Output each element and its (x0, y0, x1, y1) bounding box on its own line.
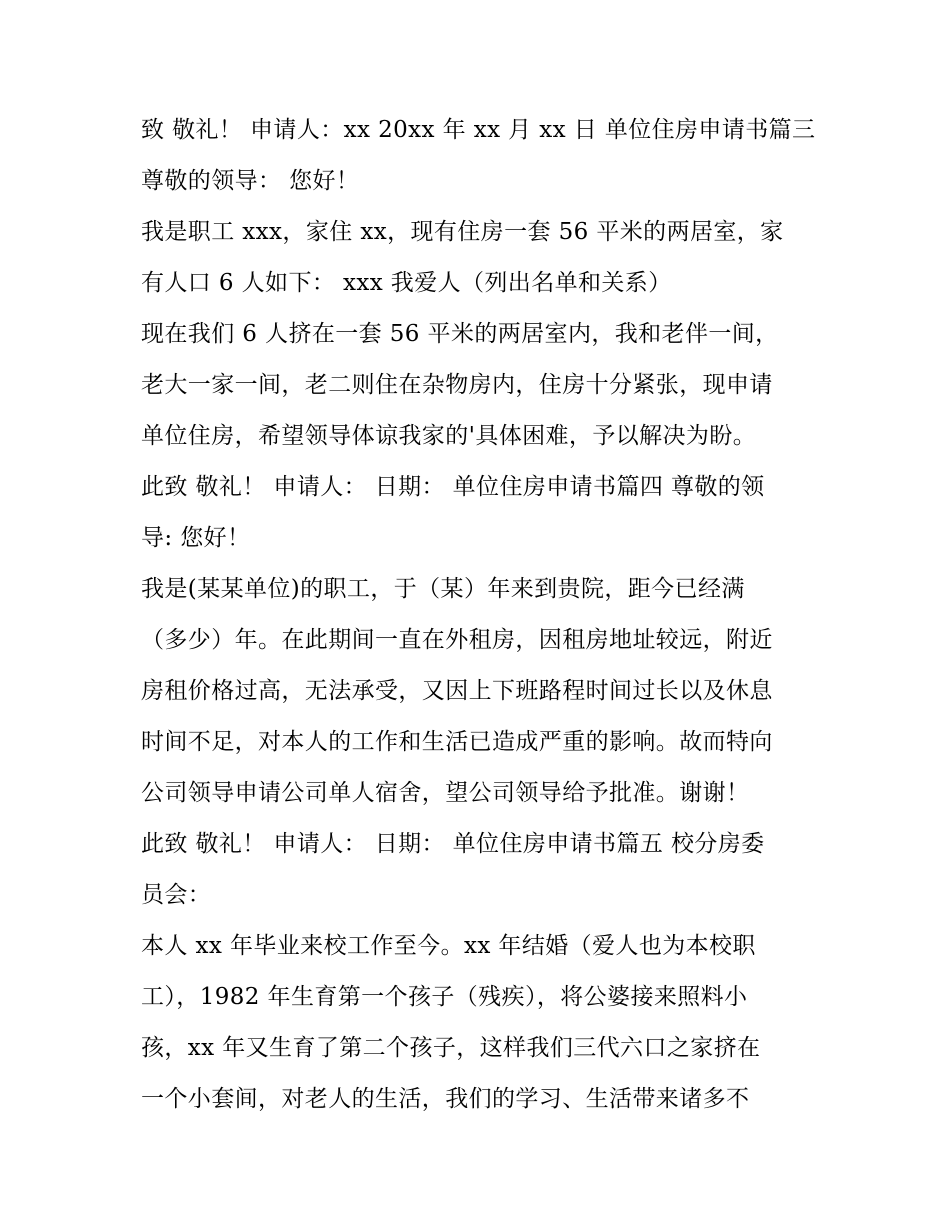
text-line-19: 孩，xx 年又生育了第二个孩子，这样我们三代六口之家挤在 (141, 1035, 761, 1061)
text-line-15: 此致 敬礼！ 申请人： 日期： 单位住房申请书篇五 校分房委 (141, 831, 765, 857)
text-line-5: 现在我们 6 人挤在一套 56 平米的两居室内，我和老伴一间， (141, 321, 779, 347)
text-line-12: 房租价格过高，无法承受，又因上下班路程时间过长以及休息 (141, 678, 773, 704)
text-line-17: 本人 xx 年毕业来校工作至今。xx 年结婚（爱人也为本校职 (141, 933, 756, 959)
text-line-4: 有人口 6 人如下： xxx 我爱人（列出名单和关系） (141, 270, 672, 296)
document-body (141, 105, 821, 1125)
text-line-13: 时间不足，对本人的工作和生活已造成严重的影响。故而特向 (141, 729, 773, 755)
text-line-16: 员会： (141, 882, 212, 908)
text-line-7: 单位住房，希望领导体谅我家的'具体困难，予以解决为盼。 (141, 423, 757, 449)
text-line-20: 一个小套间，对老人的生活，我们的学习、生活带来诸多不 (141, 1086, 750, 1112)
text-line-8: 此致 敬礼！ 申请人： 日期： 单位住房申请书篇四 尊敬的领 (141, 474, 765, 500)
text-line-18: 工），1982 年生育第一个孩子（残疾），将公婆接来照料小 (141, 984, 748, 1010)
text-line-6: 老大一家一间，老二则住在杂物房内，住房十分紧张，现申请 (141, 372, 773, 398)
text-line-10: 我是(某某单位)的职工，于（某）年来到贵院，距今已经满 (141, 576, 745, 602)
text-line-14: 公司领导申请公司单人宿舍，望公司领导给予批准。谢谢！ (141, 780, 750, 806)
text-line-9: 导: 您好！ (141, 525, 251, 551)
text-line-1: 致 敬礼！ 申请人：xx 20xx 年 xx 月 xx 日 单位住房申请书篇三 (141, 117, 816, 143)
text-line-11: （多少）年。在此期间一直在外租房，因租房地址较远，附近 (141, 627, 773, 653)
text-line-3: 我是职工 xxx，家住 xx，现有住房一套 56 平米的两居室，家 (141, 219, 784, 245)
text-line-2: 尊敬的领导： 您好！ (141, 168, 360, 194)
